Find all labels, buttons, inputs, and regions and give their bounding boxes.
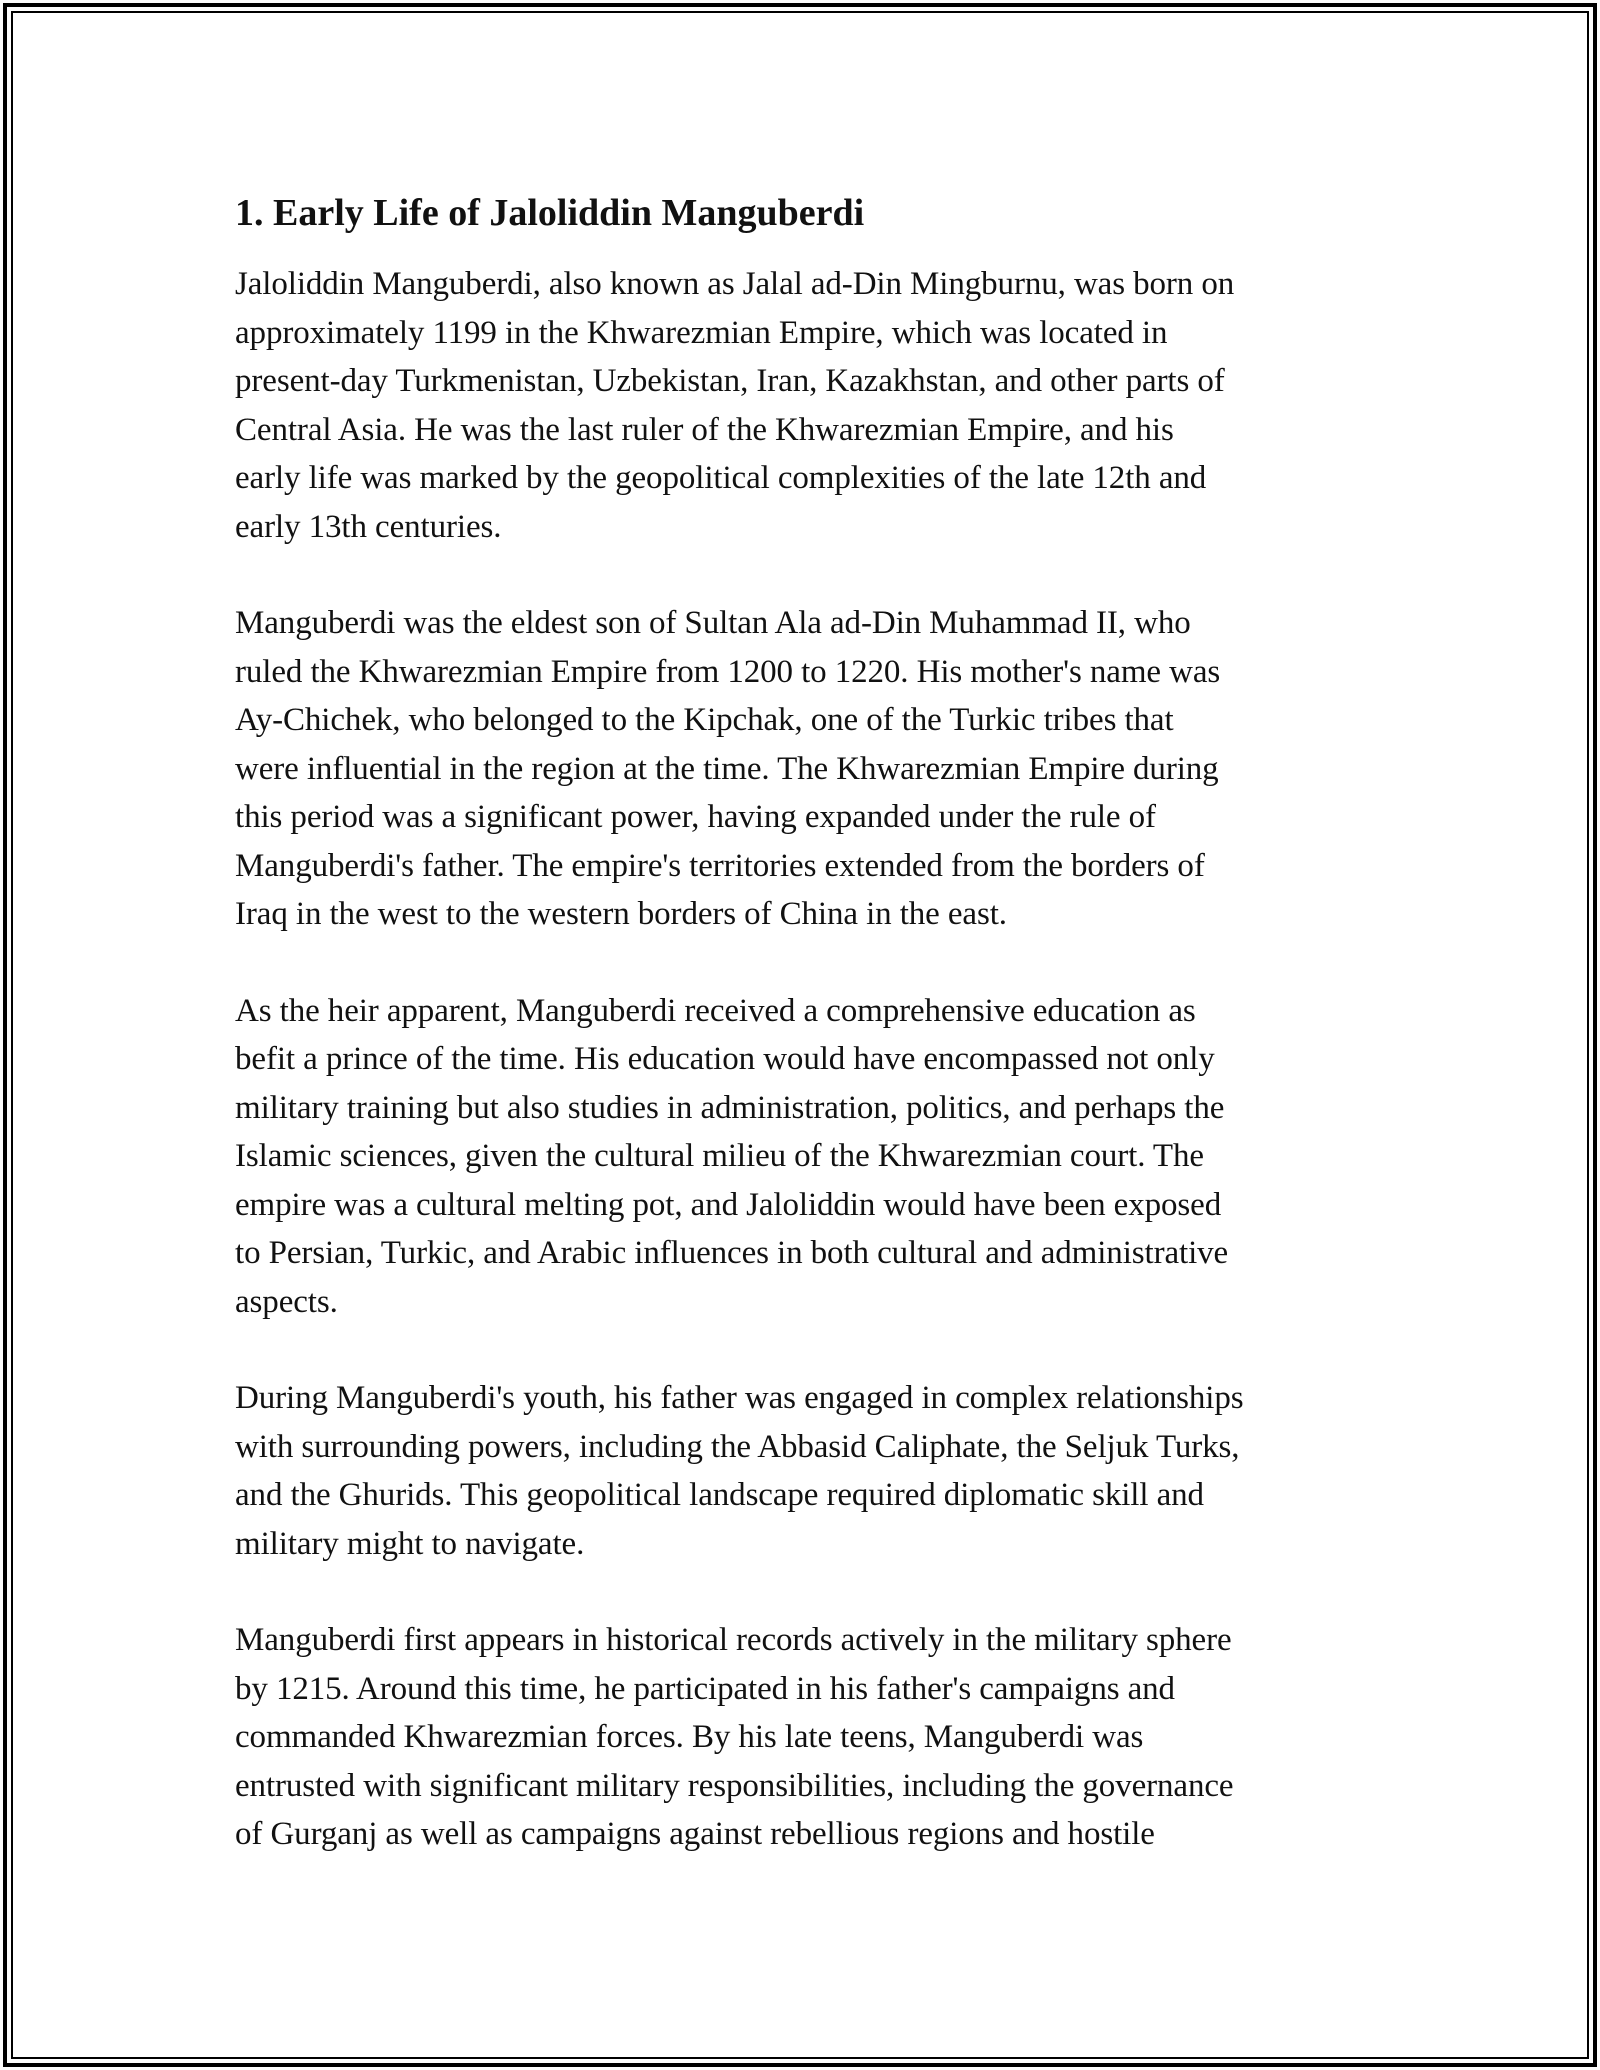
document-body bbox=[235, 186, 1370, 1907]
section-heading: 1. Early Life of Jaloliddin Manguberdi bbox=[235, 192, 865, 234]
paragraph-family: Manguberdi was the eldest son of Sultan Ala ad-Din Muhammad II, who ruled the Khwarezmian Empire from 1200 to 1220. His mother's name was Ay-Chichek, who belonged to the Kipchak, one of the Turkic tribes that were influential in the region at the time. The Khwarezmian Empire during this period was a significant power, having expanded under the rule of Manguberdi's father. The empire's territories extended from the borders of Iraq in the west to the western borders of China in the east. bbox=[235, 605, 1221, 932]
paragraph-birth: Jaloliddin Manguberdi, also known as Jalal ad-Din Mingburnu, was born on approximately 1199 in the Khwarezmian Empire, which was located in present-day Turkmenistan, Uzbekistan, Iran, Kazakhstan, and other parts of Central Asia. He was the last ruler of the Khwarezmian Empire, and his early life was marked by the geopolitical complexities of the late 12th and early 13th centuries. bbox=[235, 266, 1235, 545]
paragraph-military-career: Manguberdi first appears in historical records actively in the military sphere by 1215. Around this time, he participated in his father's campaigns and commanded Khwarezmian forces. By his late teens, Manguberdi was entrusted with significant military responsibilities, including the governance of Gurganj as well as campaigns against rebellious regions and hostile bbox=[235, 1622, 1234, 1852]
paragraph-geopolitics: During Manguberdi's youth, his father was engaged in complex relationships with surrounding powers, including the Abbasid Caliphate, the Seljuk Turks, and the Ghurids. This geopolitical landscape required diplomatic skill and military might to navigate. bbox=[235, 1380, 1244, 1562]
paragraph-education: As the heir apparent, Manguberdi received a comprehensive education as befit a prince of the time. His education would have encompassed not only military training but also studies in administration, politics, and perhaps the Islamic sciences, given the cultural milieu of the Khwarezmian court. The empire was a cultural melting pot, and Jaloliddin would have been exposed to Persian, Turkic, and Arabic influences in both cultural and administrative aspects. bbox=[235, 992, 1229, 1320]
